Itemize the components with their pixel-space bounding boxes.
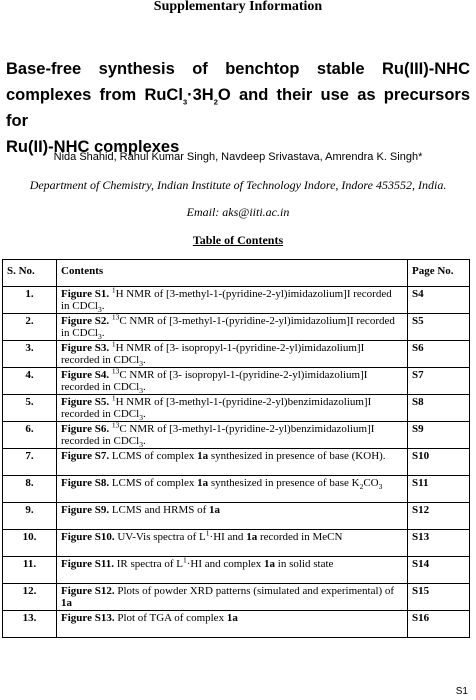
toc-row xyxy=(3,449,470,476)
col-header-sno: S. No. xyxy=(3,260,57,287)
toc-row xyxy=(3,422,470,449)
row-sno: 10. xyxy=(3,530,57,557)
paper-title xyxy=(6,56,470,160)
toc-row xyxy=(3,476,470,503)
col-header-contents: Contents xyxy=(57,260,408,287)
row-sno: 8. xyxy=(3,476,57,503)
row-page: S5 xyxy=(408,314,470,341)
row-contents: Figure S6. $^{13}$C NMR of [3-methyl-1-(pyridine-2-yl)benzimidazolium]I recorded in CDCl$_3$. xyxy=(57,422,408,449)
row-page: S11 xyxy=(408,476,470,503)
toc-row xyxy=(3,287,470,314)
row-contents: Figure S8. LCMS of complex 1a synthesized in presence of base $K_2CO_3$ xyxy=(57,476,408,503)
affiliation: Department of Chemistry, Indian Institute of Technology Indore, Indore 453552, India. xyxy=(29,178,447,192)
row-sno: 9. xyxy=(3,503,57,530)
row-contents: Figure S1. $^1$H NMR of [3-methyl-1-(pyridine-2-yl)imidazolium]I recorded in CDCl$_3$. xyxy=(57,287,408,314)
row-page: S8 xyxy=(408,395,470,422)
row-sno: 3. xyxy=(3,341,57,368)
row-sno: 12. xyxy=(3,584,57,611)
table-of-contents xyxy=(2,259,470,638)
title-line-1: Base-free synthesis of benchtop stable Ru(III)-NHC xyxy=(6,60,470,78)
row-page: S14 xyxy=(408,557,470,584)
toc-row xyxy=(3,368,470,395)
toc-heading: Table of Contents xyxy=(192,233,284,247)
toc-row xyxy=(3,611,470,638)
title-line-3: Ru(II)-NHC complexes xyxy=(6,138,180,156)
row-sno: 13. xyxy=(3,611,57,638)
row-sno: 7. xyxy=(3,449,57,476)
row-contents: Figure S12. Plots of powder XRD patterns (simulated and experimental) of 1a xyxy=(57,584,408,611)
col-header-page: Page No. xyxy=(408,260,470,287)
row-contents: Figure S10. UV-Vis spectra of $L^1\cdot HI$ and 1a recorded in MeCN xyxy=(57,530,408,557)
row-page: S12 xyxy=(408,503,470,530)
row-contents: Figure S13. Plot of TGA of complex 1a xyxy=(57,611,408,638)
supplementary-header: Supplementary Information xyxy=(153,0,323,14)
row-page: S13 xyxy=(408,530,470,557)
author-list: Nida Shahid, Rahul Kumar Singh, Navdeep Srivastava, Amrendra K. Singh* xyxy=(53,151,423,163)
title-line-2: complexes from $RuCl_3\cdot 3H_2O$ and their use as precursors for xyxy=(6,86,470,130)
toc-row xyxy=(3,395,470,422)
contact-email: Email: aks@iiti.ac.in xyxy=(186,205,290,219)
row-sno: 6. xyxy=(3,422,57,449)
toc-row xyxy=(3,530,470,557)
row-page: S7 xyxy=(408,368,470,395)
toc-row xyxy=(3,503,470,530)
toc-row xyxy=(3,314,470,341)
toc-header-row xyxy=(3,260,470,287)
page-number: S1 xyxy=(455,686,468,697)
toc-row xyxy=(3,341,470,368)
row-contents: Figure S4. $^{13}$C NMR of [3- isopropyl-1-(pyridine-2-yl)imidazolium]I recorded in CDCl$_3$. xyxy=(57,368,408,395)
row-contents: Figure S7. LCMS of complex 1a synthesized in presence of base (KOH). xyxy=(57,449,408,476)
row-contents: Figure S3. $^1$H NMR of [3- isopropyl-1-(pyridine-2-yl)imidazolium]I recorded in CDCl$_3$. xyxy=(57,341,408,368)
row-sno: 11. xyxy=(3,557,57,584)
toc-row xyxy=(3,557,470,584)
row-page: S10 xyxy=(408,449,470,476)
row-contents: Figure S5. $^1$H NMR of [3-methyl-1-(pyridine-2-yl)benzimidazolium]I recorded in CDCl$_3$. xyxy=(57,395,408,422)
row-page: S9 xyxy=(408,422,470,449)
row-sno: 4. xyxy=(3,368,57,395)
row-contents: Figure S2. $^{13}$C NMR of [3-methyl-1-(pyridine-2-yl)imidazolium]I recorded in CDCl$_3$. xyxy=(57,314,408,341)
row-contents: Figure S9. LCMS and HRMS of 1a xyxy=(57,503,408,530)
row-page: S4 xyxy=(408,287,470,314)
row-page: S15 xyxy=(408,584,470,611)
toc-row xyxy=(3,584,470,611)
row-contents: Figure S11. IR spectra of $L^1\cdot HI$ and complex 1a in solid state xyxy=(57,557,408,584)
row-sno: 1. xyxy=(3,287,57,314)
row-page: S6 xyxy=(408,341,470,368)
row-sno: 5. xyxy=(3,395,57,422)
row-sno: 2. xyxy=(3,314,57,341)
row-page: S16 xyxy=(408,611,470,638)
